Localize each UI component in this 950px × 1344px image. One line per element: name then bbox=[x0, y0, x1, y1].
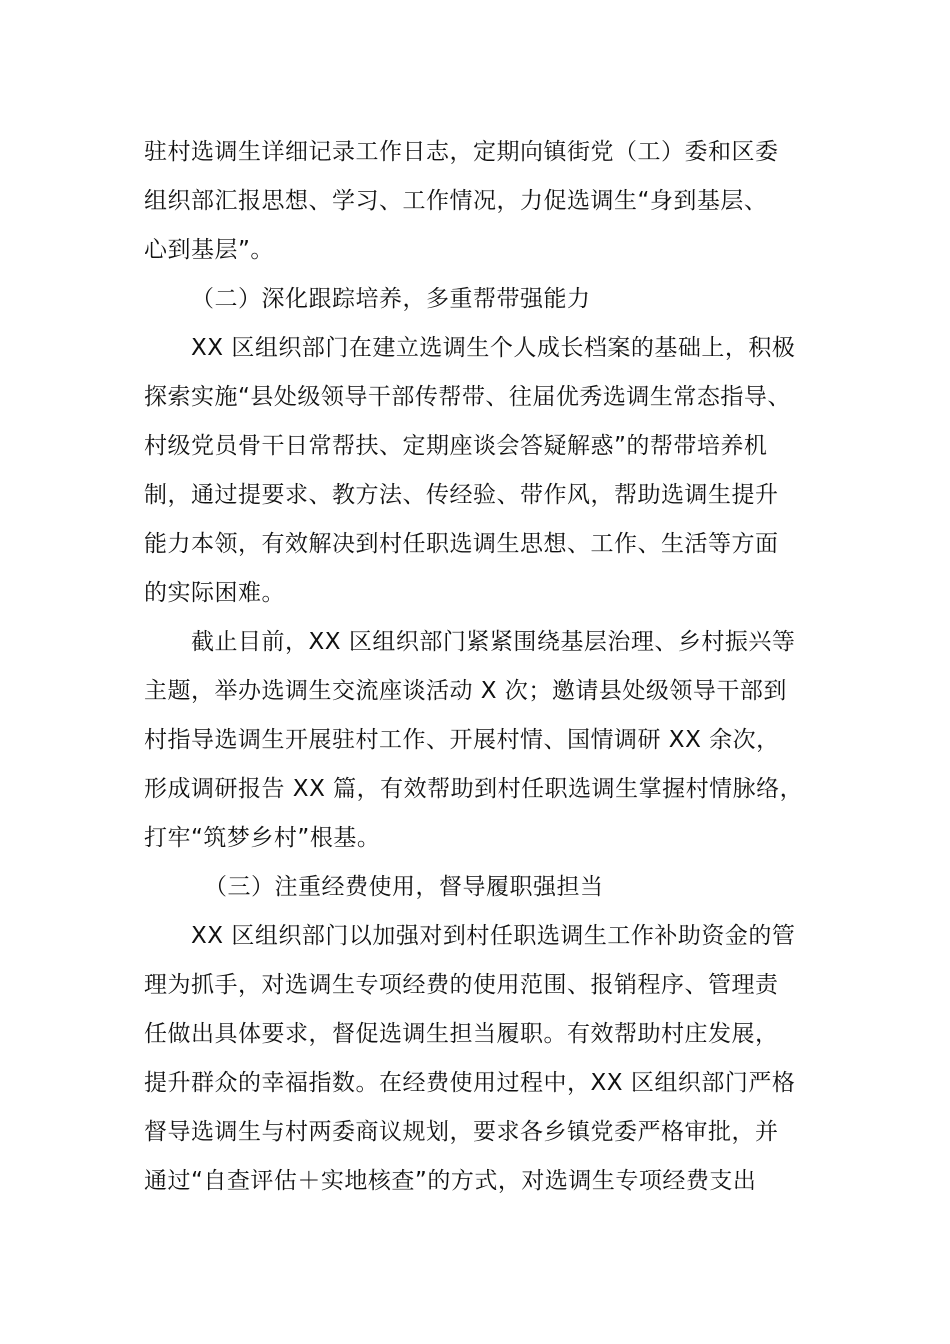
paragraph-line: 制，通过提要求、教方法、传经验、带作风，帮助选调生提升 bbox=[144, 482, 779, 508]
paragraph-line: 打牢“筑梦乡村”根基。 bbox=[144, 825, 381, 851]
paragraph-line: 的实际困难。 bbox=[144, 580, 285, 606]
paragraph-line: 通过“自查评估＋实地核查”的方式，对选调生专项经费支出 bbox=[144, 1168, 757, 1194]
paragraph-line: 截止目前，XX 区组织部门紧紧围绕基层治理、乡村振兴等 bbox=[191, 629, 796, 655]
paragraph-line: 提升群众的幸福指数。在经费使用过程中，XX 区组织部门严格 bbox=[144, 1070, 796, 1096]
paragraph-line: 任做出具体要求，督促选调生担当履职。有效帮助村庄发展， bbox=[144, 1021, 779, 1047]
paragraph-line: 心到基层”。 bbox=[144, 237, 274, 263]
paragraph-line: 探索实施“县处级领导干部传帮带、往届优秀选调生常态指导、 bbox=[144, 384, 791, 410]
paragraph-line: 主题，举办选调生交流座谈活动 X 次；邀请县处级领导干部到 bbox=[144, 678, 787, 704]
paragraph-line: 能力本领，有效解决到村任职选调生思想、工作、生活等方面 bbox=[144, 531, 779, 557]
paragraph-line: XX 区组织部门在建立选调生个人成长档案的基础上，积极 bbox=[191, 335, 796, 361]
paragraph-line: XX 区组织部门以加强对到村任职选调生工作补助资金的管 bbox=[191, 923, 796, 949]
paragraph-line: 村指导选调生开展驻村工作、开展村情、国情调研 XX 余次， bbox=[144, 727, 780, 753]
document-body bbox=[144, 128, 814, 1206]
section-heading-3: （三）注重经费使用，督导履职强担当 bbox=[204, 874, 604, 900]
section-heading-2: （二）深化跟踪培养，多重帮带强能力 bbox=[191, 286, 591, 312]
paragraph-line: 驻村选调生详细记录工作日志，定期向镇街党（工）委和区委 bbox=[144, 139, 779, 165]
paragraph-line: 形成调研报告 XX 篇，有效帮助到村任职选调生掌握村情脉络， bbox=[144, 776, 804, 802]
paragraph-line: 督导选调生与村两委商议规划，要求各乡镇党委严格审批，并 bbox=[144, 1119, 779, 1145]
paragraph-line: 组织部汇报思想、学习、工作情况，力促选调生“身到基层、 bbox=[144, 188, 768, 214]
paragraph-line: 理为抓手，对选调生专项经费的使用范围、报销程序、管理责 bbox=[144, 972, 779, 998]
paragraph-line: 村级党员骨干日常帮扶、定期座谈会答疑解惑”的帮带培养机 bbox=[144, 433, 768, 459]
